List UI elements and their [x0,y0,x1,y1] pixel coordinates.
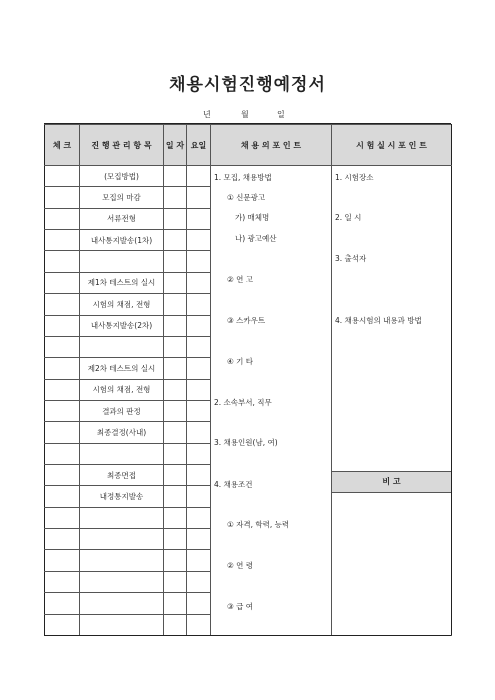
year-label: 년 [203,110,211,119]
check-cell[interactable] [45,251,80,272]
weekday-cell[interactable] [187,400,211,421]
date-cell[interactable] [164,230,187,251]
header-exam-points: 시 험 실 시 포 인 트 [332,125,452,166]
date-cell[interactable] [164,336,187,357]
weekday-cell[interactable] [187,251,211,272]
date-cell[interactable] [164,614,187,635]
check-cell[interactable] [45,443,80,464]
table-bottom-border [44,635,451,636]
date-cell[interactable] [164,187,187,208]
check-cell[interactable] [45,379,80,400]
date-cell[interactable] [164,486,187,507]
weekday-cell[interactable] [187,465,211,486]
date-cell[interactable] [164,422,187,443]
weekday-cell[interactable] [187,614,211,635]
schedule-table [44,124,452,636]
table-top-border [44,123,451,124]
point-1d-other: ④ 기 타 [227,357,253,366]
point-3-headcount: 3. 채용인원(남, 여) [214,438,278,447]
progress-item-cell [80,550,164,571]
weekday-cell[interactable] [187,336,211,357]
check-cell[interactable] [45,336,80,357]
weekday-cell[interactable] [187,294,211,315]
month-label: 월 [241,110,249,119]
check-cell[interactable] [45,593,80,614]
progress-item-cell [80,336,164,357]
weekday-cell[interactable] [187,486,211,507]
weekday-cell[interactable] [187,230,211,251]
hiring-points-cell [211,166,332,636]
progress-item-cell: (모집방법) [80,166,164,187]
check-cell[interactable] [45,358,80,379]
progress-item-cell: 제1차 테스트의 실시 [80,272,164,293]
date-cell[interactable] [164,315,187,336]
check-cell[interactable] [45,315,80,336]
progress-item-cell [80,529,164,550]
check-cell[interactable] [45,614,80,635]
progress-item-cell: 최종결정(사내) [80,422,164,443]
progress-item-cell: 제2차 테스트의 실시 [80,358,164,379]
check-cell[interactable] [45,550,80,571]
check-cell[interactable] [45,486,80,507]
date-cell[interactable] [164,529,187,550]
date-cell[interactable] [164,294,187,315]
progress-item-cell: 결과의 판정 [80,400,164,421]
point-1c-scout: ③ 스카우트 [227,316,266,325]
progress-item-cell: 내사통지발송(2차) [80,315,164,336]
progress-item-cell [80,443,164,464]
point-1a-newspaper-ad: ① 신문광고 [227,193,266,202]
check-cell[interactable] [45,166,80,187]
point-4c-salary: ③ 급 여 [227,602,253,611]
progress-item-cell: 내정통지발송 [80,486,164,507]
date-cell[interactable] [164,166,187,187]
check-cell[interactable] [45,208,80,229]
check-cell[interactable] [45,400,80,421]
date-cell[interactable] [164,507,187,528]
check-cell[interactable] [45,465,80,486]
weekday-cell[interactable] [187,507,211,528]
day-label: 일 [277,110,285,119]
progress-item-cell [80,571,164,592]
weekday-cell[interactable] [187,550,211,571]
weekday-cell[interactable] [187,443,211,464]
weekday-cell[interactable] [187,529,211,550]
weekday-cell[interactable] [187,379,211,400]
weekday-cell[interactable] [187,593,211,614]
weekday-cell[interactable] [187,422,211,443]
header-check: 체 크 [45,125,80,166]
exam-point-4-content-method: 4. 채용시험의 내용과 방법 [335,316,422,325]
check-cell[interactable] [45,571,80,592]
date-cell[interactable] [164,272,187,293]
date-cell[interactable] [164,208,187,229]
exam-point-3-attendees: 3. 출석자 [335,254,367,263]
header-weekday: 요일 [187,125,211,166]
weekday-cell[interactable] [187,187,211,208]
header-date: 일 자 [164,125,187,166]
remarks-header: 비 고 [332,471,451,493]
date-cell[interactable] [164,465,187,486]
date-cell[interactable] [164,379,187,400]
point-4a-qualification: ① 자격, 학력, 능력 [227,520,290,529]
weekday-cell[interactable] [187,272,211,293]
weekday-cell[interactable] [187,166,211,187]
weekday-cell[interactable] [187,315,211,336]
exam-points-cell [332,166,452,636]
progress-item-cell: 시험의 채점, 전형 [80,294,164,315]
check-cell[interactable] [45,529,80,550]
point-1a-ad-budget: 나) 광고예산 [235,234,277,243]
date-cell[interactable] [164,358,187,379]
date-cell[interactable] [164,550,187,571]
progress-item-cell: 시험의 채점, 전형 [80,379,164,400]
header-progress-items: 진 행 관 리 항 목 [80,125,164,166]
check-cell[interactable] [45,294,80,315]
date-cell[interactable] [164,593,187,614]
progress-item-cell [80,251,164,272]
date-cell[interactable] [164,400,187,421]
date-cell[interactable] [164,251,187,272]
progress-item-cell [80,507,164,528]
table-row [45,166,452,187]
point-2-department-duty: 2. 소속부서, 직무 [214,398,272,407]
date-line [185,109,305,121]
check-cell[interactable] [45,230,80,251]
point-4b-age: ② 연 령 [227,561,253,570]
exam-point-2-datetime: 2. 일 시 [335,213,362,222]
document-title: 채용시험진행예정서 [169,75,326,95]
header-hiring-points: 채 용 의 포 인 트 [211,125,332,166]
check-cell[interactable] [45,507,80,528]
point-4-conditions: 4. 채용조건 [214,480,253,489]
point-1a-media-name: 가) 매체명 [235,213,270,222]
point-1b-connection: ② 연 고 [227,275,253,284]
date-cell[interactable] [164,443,187,464]
progress-item-cell: 최종면접 [80,465,164,486]
check-cell[interactable] [45,272,80,293]
check-cell[interactable] [45,187,80,208]
weekday-cell[interactable] [187,358,211,379]
progress-item-cell: 모집의 마감 [80,187,164,208]
progress-item-cell: 내사통지발송(1차) [80,230,164,251]
point-1-recruit-method: 1. 모집, 채용방법 [214,173,272,182]
weekday-cell[interactable] [187,571,211,592]
date-cell[interactable] [164,571,187,592]
check-cell[interactable] [45,422,80,443]
progress-item-cell [80,614,164,635]
exam-point-1-location: 1. 시험장소 [335,173,374,182]
progress-item-cell: 서류전형 [80,208,164,229]
weekday-cell[interactable] [187,208,211,229]
progress-item-cell [80,593,164,614]
